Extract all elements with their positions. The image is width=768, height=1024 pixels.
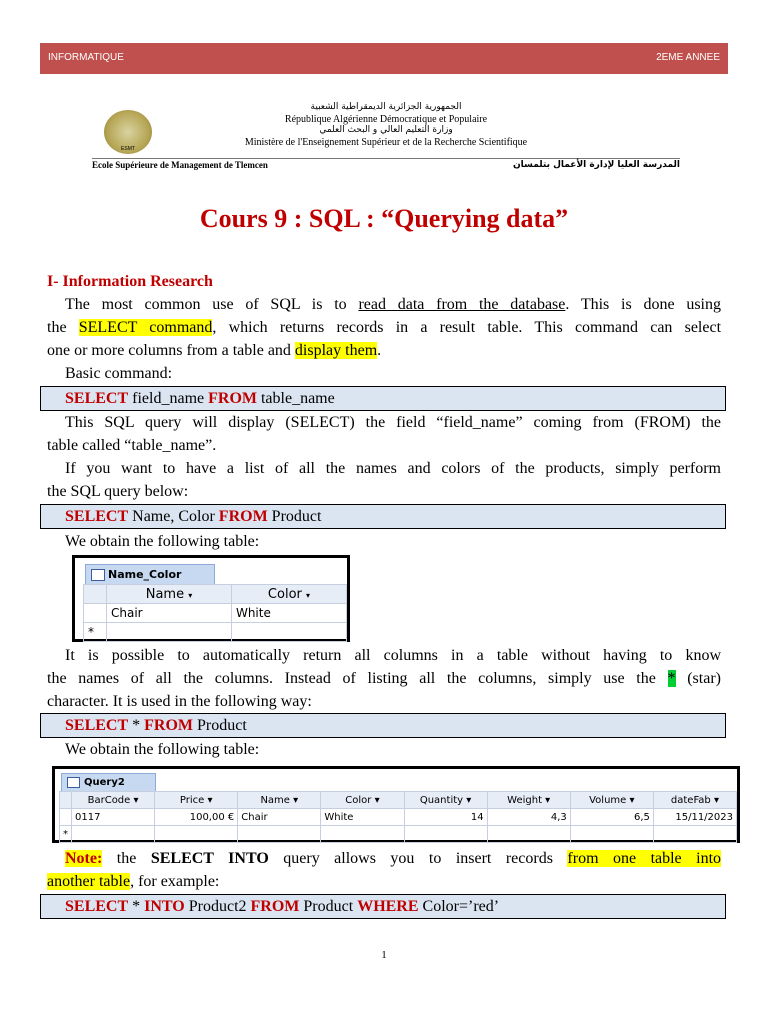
banner-arabic-line1: الجمهورية الجزائرية الديمقراطية الشعبية	[310, 102, 462, 112]
column-label: Color	[267, 586, 302, 602]
data-grid	[83, 584, 347, 642]
table-cell[interactable]	[570, 826, 653, 843]
header-year: 2EME ANNEE	[656, 52, 720, 63]
column-header[interactable]	[107, 585, 232, 604]
institution-banner	[92, 96, 680, 174]
table-row[interactable]	[84, 604, 347, 623]
tab-label: Name_Color	[108, 568, 182, 581]
column-label: dateFab	[670, 794, 711, 806]
column-header[interactable]: BarCode ▾	[72, 792, 155, 809]
column-header[interactable]: Price ▾	[155, 792, 238, 809]
note-line	[47, 847, 721, 870]
table-cell[interactable]: Chair	[107, 604, 232, 623]
page-title: Cours 9 : SQL : “Querying data”	[199, 204, 569, 233]
sql-keyword: FROM	[144, 717, 194, 734]
table-cell[interactable]	[238, 826, 321, 843]
text: one or more columns from a table and	[47, 342, 295, 359]
column-header[interactable]: Color ▾	[321, 792, 404, 809]
data-grid	[59, 791, 737, 843]
header-row	[84, 585, 347, 604]
table-cell[interactable]	[107, 623, 232, 642]
row-selector[interactable]	[84, 604, 107, 623]
code-text: Product	[299, 898, 358, 915]
column-label: Quantity	[419, 794, 464, 806]
paragraph-line: It is possible to automatically return all columns in a table without having to know	[65, 647, 721, 664]
table-cell[interactable]: White	[231, 604, 346, 623]
code-text: *	[128, 717, 145, 734]
sql-keyword: SELECT	[65, 717, 129, 734]
text: query allows you to insert records	[268, 850, 568, 867]
table-tab[interactable]	[61, 773, 156, 791]
header-row	[60, 792, 737, 809]
row-selector-header	[84, 585, 107, 604]
result-table-query2	[52, 766, 740, 843]
row-selector-header	[60, 792, 72, 809]
banner-arabic-line2: وزارة التعليم العالي و البحث العلمي	[319, 125, 453, 135]
table-cell[interactable]: 100,00 €	[155, 809, 238, 826]
new-record-row[interactable]	[60, 826, 737, 843]
table-icon	[67, 777, 80, 788]
new-record-row[interactable]	[84, 623, 347, 642]
table-cell[interactable]	[231, 623, 346, 642]
code-text: Product	[267, 508, 322, 525]
result-table-name-color	[72, 555, 350, 642]
highlighted-text: from one table into	[567, 850, 722, 867]
section-title: I- Information Research	[47, 273, 213, 290]
code-text: field_name	[128, 390, 209, 407]
code-block	[40, 386, 726, 411]
highlighted-text: SELECT command	[78, 319, 213, 336]
page-header	[40, 43, 728, 74]
column-label: Volume	[589, 794, 627, 806]
column-label: Name	[145, 586, 185, 602]
school-name-fr: Ecole Supérieure de Management de Tlemcen	[92, 160, 268, 170]
sql-keyword: SELECT	[65, 508, 129, 525]
table-icon	[91, 569, 105, 581]
code-text: *	[128, 898, 145, 915]
code-text: Color=’red’	[418, 898, 500, 915]
dropdown-arrow-icon[interactable]: ▾	[306, 590, 311, 600]
header-subject: INFORMATIQUE	[48, 52, 124, 63]
column-header[interactable]: Quantity ▾	[404, 792, 487, 809]
section-heading	[47, 270, 721, 293]
note-label: Note:	[65, 850, 103, 867]
paragraph-line	[47, 316, 721, 339]
text: the	[47, 319, 79, 336]
code-text: Name, Color	[128, 508, 219, 525]
text: The most common use of SQL is to	[65, 296, 359, 313]
table-cell[interactable]: 6,5	[570, 809, 653, 826]
column-header[interactable]: Volume ▾	[570, 792, 653, 809]
table-tab[interactable]	[85, 564, 215, 584]
code-block	[40, 713, 726, 738]
page-number: 1	[381, 949, 387, 961]
text: , which returns records in a result table. This command can select	[212, 319, 722, 336]
sql-keyword: FROM	[250, 898, 300, 915]
code-block	[40, 504, 726, 529]
code-block	[40, 894, 726, 919]
text: (star)	[675, 670, 721, 687]
banner-divider	[92, 158, 680, 159]
column-header[interactable]: dateFab ▾	[653, 792, 736, 809]
paragraph-line: We obtain the following table:	[65, 741, 260, 758]
code-text: table_name	[256, 390, 335, 407]
table-cell[interactable]	[653, 826, 736, 843]
column-header[interactable]: Name ▾	[238, 792, 321, 809]
note-line	[47, 870, 721, 893]
sql-keyword: FROM	[208, 390, 257, 407]
paragraph-line: table called “table_name”.	[47, 437, 217, 454]
new-record-icon: *	[84, 623, 107, 642]
column-label: Name	[260, 794, 290, 806]
bold-text: SELECT INTO	[150, 850, 269, 867]
highlighted-text: another table	[47, 873, 131, 890]
text: the names of all the columns. Instead of listing all the columns, simply use the	[47, 670, 668, 687]
text: . This is done using	[565, 296, 721, 313]
table-cell[interactable]	[321, 826, 404, 843]
sql-keyword: INTO	[144, 898, 185, 915]
paragraph-line	[47, 293, 721, 316]
text: .	[377, 342, 382, 359]
sql-keyword: FROM	[218, 508, 268, 525]
logo-text: ESMT	[121, 146, 135, 152]
table-cell[interactable]	[404, 826, 487, 843]
table-cell[interactable]: White	[321, 809, 404, 826]
new-record-icon: *	[60, 826, 72, 843]
paragraph-line: If you want to have a list of all the names and colors of the products, simply perform	[65, 460, 721, 477]
paragraph-line: the SQL query below:	[47, 483, 189, 500]
tab-label: Query2	[84, 777, 125, 788]
table-cell[interactable]: Chair	[238, 809, 321, 826]
table-cell[interactable]: 4,3	[487, 809, 570, 826]
paragraph-line	[47, 667, 721, 690]
table-row[interactable]	[60, 809, 737, 826]
table-cell[interactable]	[487, 826, 570, 843]
paragraph-line: This SQL query will display (SELECT) the field “field_name” coming from (FROM) the	[65, 414, 721, 431]
code-text: Product2	[184, 898, 251, 915]
sql-keyword: SELECT	[65, 390, 129, 407]
basic-command-label: Basic command:	[65, 365, 173, 382]
sql-keyword: WHERE	[357, 898, 419, 915]
column-label: Price	[179, 794, 205, 806]
column-header[interactable]: Weight ▾	[487, 792, 570, 809]
school-name-ar: المدرسة العليا لإدارة الأعمال بتلمسان	[512, 160, 680, 170]
row-selector[interactable]	[60, 809, 72, 826]
code-text: Product	[193, 717, 247, 734]
banner-french-line1: République Algérienne Démocratique et Populaire	[284, 114, 488, 125]
highlighted-text: display them	[294, 342, 378, 359]
column-label: Color	[345, 794, 372, 806]
sql-keyword: SELECT	[65, 898, 129, 915]
dropdown-arrow-icon[interactable]: ▾	[188, 590, 193, 600]
banner-french-line2: Ministère de l'Enseignement Supérieur et de la Recherche Scientifique	[244, 137, 528, 148]
table-cell[interactable]	[72, 826, 155, 843]
paragraph-line: character. It is used in the following way:	[47, 693, 312, 710]
table-cell[interactable]: 14	[404, 809, 487, 826]
column-label: Weight	[507, 794, 542, 806]
highlighted-star: *	[667, 670, 676, 687]
underlined-text: read data from the database	[358, 296, 566, 313]
column-label: BarCode	[87, 794, 131, 806]
table-cell[interactable]: 15/11/2023	[653, 809, 736, 826]
table-cell[interactable]	[155, 826, 238, 843]
table-cell[interactable]: 0117	[72, 809, 155, 826]
text: the	[102, 850, 151, 867]
column-header[interactable]	[231, 585, 346, 604]
paragraph-line: We obtain the following table:	[65, 533, 260, 550]
paragraph-line	[47, 339, 721, 362]
text: , for example:	[130, 873, 220, 890]
